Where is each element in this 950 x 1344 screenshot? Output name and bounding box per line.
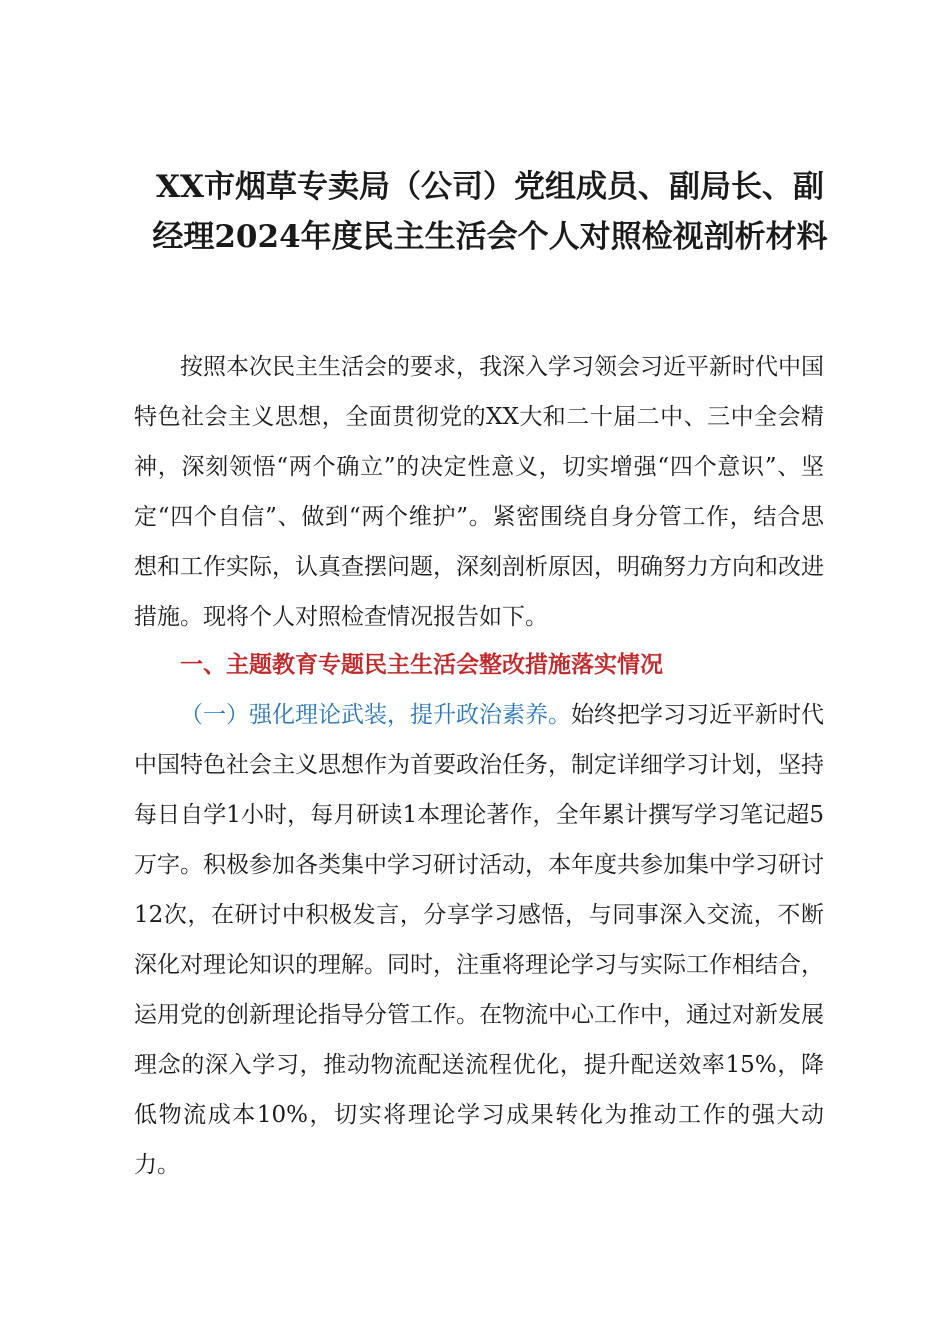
subsection-paragraph: [134, 690, 824, 1190]
section-heading: 一、主题教育专题民主生活会整改措施落实情况: [180, 652, 663, 678]
subsection-body: 始终把学习习近平新时代中国特色社会主义思想作为首要政治任务，制定详细学习计划，坚持每日自学1小时，每月研读1本理论著作，全年累计撰写学习笔记超5万字。积极参加各类集中学习研讨活动，本年度共参加集中学习研讨12次，在研讨中积极发言，分享学习感悟，与同事深入交流，不断深化对理论知识的理解。同时，注重将理论学习与实际工作相结合，运用党的创新理论指导分管工作。在物流中心工作中，通过对新发展理念的深入学习，推动物流配送流程优化，提升配送效率15%，降低物流成本10%，切实将理论学习成果转化为推动工作的强大动力。: [134, 702, 824, 1178]
subsection-heading: （一）强化理论武装，提升政治素养。: [180, 702, 571, 728]
document-title: XX市烟草专卖局（公司）党组成员、副局长、副经理2024年度民主生活会个人对照检视剖析材料: [152, 169, 828, 255]
intro-paragraph: 按照本次民主生活会的要求，我深入学习领会习近平新时代中国特色社会主义思想，全面贯彻党的XX大和二十届二中、三中全会精神，深刻领悟“两个确立”的决定性意义，切实增强“四个意识”、坚定“四个自信”、做到“两个维护”。紧密围绕自身分管工作，结合思想和工作实际，认真查摆问题，深刻剖析原因，明确努力方向和改进措施。现将个人对照检查情况报告如下。: [134, 354, 824, 630]
